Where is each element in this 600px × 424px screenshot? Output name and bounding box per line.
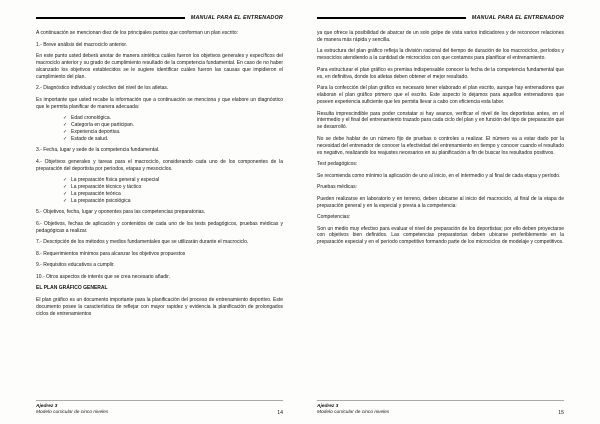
list-item-text: Estado de salud. [71, 135, 109, 142]
page-header-title: MANUAL PARA EL ENTRENADOR [190, 15, 283, 21]
paragraph: El plan gráfico es un documento importante para la planificación del proceso de entrenamiento deportivo. Este documento posee la característica de reflejar con mayor rapidez y evidencia la planificación de prolongados ciclos de entrenamientos [36, 296, 283, 317]
page-number: 15 [558, 410, 564, 416]
paragraph: Son un medio muy efectivo para evaluar el nivel de preparación de los deportistas; por ello deben proyectarse con objetivos bien definidos. Las competencias preparatorias deben ubicarse preferiblemente en la preparación especial y en el período competitivo formando parte de los microciclos de modelaje y competitivos. [317, 225, 564, 246]
list-item [63, 122, 283, 129]
checkmark-icon: ✓ [63, 177, 68, 184]
checkmark-icon: ✓ [63, 184, 68, 191]
footer-book-title: Ajedrez 3 [36, 403, 58, 409]
paragraph: Para estructurar el plan gráfico es premisa indispensable conocer la fecha de la competencia fundamental que es, en definitiva, donde los atletas deben obtener el mejor resultado. [317, 66, 564, 80]
page-header [317, 15, 564, 21]
footer-subtitle: Modelo curricular de cinco niveles [36, 409, 109, 415]
check-list [63, 177, 283, 205]
checkmark-icon: ✓ [63, 197, 68, 204]
page-header-title: MANUAL PARA EL ENTRENADOR [471, 15, 564, 21]
list-item-text: La preparación técnico y táctico [71, 184, 142, 191]
page-number: 14 [277, 410, 283, 416]
page-content [317, 30, 564, 397]
list-item-text: Edad cronológica. [71, 115, 112, 122]
checkmark-icon: ✓ [63, 128, 68, 135]
paragraph: 5.- Objetivos, fecha, lugar y oponentes para las competencias preparatorias. [36, 209, 206, 216]
list-item [63, 198, 283, 205]
checkmark-icon: ✓ [63, 122, 68, 129]
list-item [63, 177, 283, 184]
paragraph: Pueden realizarse en laboratorio y en terreno, deben ubicarse al inicio del macrociclo, al final de la etapa de preparación general y en la especial y previa a la competencia: [317, 195, 564, 209]
header-rule [36, 17, 185, 19]
paragraph: A continuación se mencionan diez de los principales puntos que conforman un plan escrito: [36, 30, 239, 36]
footer-subtitle: Modelo curricular de cinco niveles [317, 409, 390, 415]
page-footer [317, 400, 564, 416]
paragraph: ya que ofrece la posibilidad de abarcar de un solo golpe de vista varios indicadores y de reconocer relaciones de manera más rápida y sencilla. [317, 30, 564, 43]
checkmark-icon: ✓ [63, 115, 68, 122]
paragraph: Pruebas médicas: [317, 184, 358, 191]
paragraph: Es importante que usted recabe la información que a continuación se menciona y que elabore un diagnóstico que le permita planificar de manera adecuada: [36, 96, 283, 110]
page-footer [36, 400, 283, 416]
paragraph: Se recomienda como mínimo la aplicación de uno al inicio, en el intermedio y al final de cada etapa y período. [317, 172, 561, 179]
paragraph: 7.- Descripción de los métodos y medios fundamentales que se utilizarán durante el macrociclo. [36, 239, 249, 246]
page-content [36, 30, 283, 397]
header-rule [317, 17, 466, 19]
list-item [63, 136, 283, 143]
list-item-text: La preparación teórica [71, 191, 121, 198]
paragraph: La estructura del plan gráfico refleja la división racional del tiempo de duración de los macrociclos, períodos y mesociclos atendiendo a la cantidad de microciclos con que contamos para planificar el entrenamiento. [317, 48, 564, 62]
paragraph: Competencias: [317, 214, 351, 221]
paragraph: No se debe hablar de un número fijo de pruebas o controles a realizar. El número va a estar dado por la necesidad del entrenador de conocer la efectividad del entrenamiento en tiempo y conocer cuando el resultado es negativo, realizando los reajustes necesarios en su planificación a fin de buscar los resultados positivos. [317, 135, 564, 156]
checkmark-icon: ✓ [63, 135, 68, 142]
list-item-text: La preparación física general y especial [71, 177, 160, 184]
footer-text [36, 404, 108, 416]
paragraph: 6.- Objetivos, fechas de aplicación y contenidos de cada uno de los tests pedagógicos, pruebas médicas y pedagógicas a realizar. [36, 220, 283, 234]
list-item [63, 184, 283, 191]
paragraph: 3.- Fecha, lugar y sede de la competencia fundamental. [36, 147, 160, 154]
paragraph: 10.- Otros aspectos de interés que se crea necesario añadir. [36, 273, 170, 280]
list-item-text: Categoría en que participan. [71, 122, 135, 129]
paragraph: Test pedagógicos: [317, 161, 358, 168]
list-item [63, 191, 283, 198]
footer-book-title: Ajedrez 3 [317, 403, 339, 409]
paragraph: 1.- Breve análisis del macrociclo anterior. [36, 41, 128, 48]
page-right [300, 0, 600, 424]
paragraph: 2.- Diagnóstico individual y colectivo del nivel de los atletas. [36, 85, 169, 92]
list-item [63, 115, 283, 122]
paragraph: 9.- Requisitos educativos a cumplir. [36, 262, 115, 269]
paragraph: En este punto usted deberá anotar de manera sintética cuáles fueron los objetivos generales y específicos del macrociclo anterior y su grado de cumplimiento resultado de la competencia fundamental. En caso de no haber alcanzado los objetivos establecidos se le sugiere identificar cuáles fueron las causas que impidieron el cumplimiento del plan. [36, 53, 283, 80]
page-header [36, 15, 283, 21]
paragraph: Para la confección del plan gráfico es necesario tener elaborado el plan escrito, aunque hay entrenadores que elaboran el plan gráfico primero que el escrito. Este aspecto lo dejamos para aquellos entrenadores que poseen experiencia suficiente que les permita llevar a cabo con eficiencia esta labor. [317, 85, 564, 106]
paragraph: 4.- Objetivos generales y tareas para el macrociclo, considerando cada uno de los componentes de la preparación del deportista por períodos, etapas y mesociclos. [36, 158, 283, 172]
list-item-text: La preparación psicológica [71, 197, 131, 204]
checkmark-icon: ✓ [63, 191, 68, 198]
paragraph: Resulta imprescindible para poder constatar si hay avance, verificar el nivel de los deportistas antes, en el intermedio y el final del entrenamiento trazado para cada ciclo del plan y en función del tipo de preparación que se desarrolló. [317, 110, 564, 131]
paragraph: 8.- Requerimientos mínimos para alcanzar los objetivos propuestos [36, 250, 186, 257]
list-item-text: Experiencia deportiva. [71, 128, 121, 135]
list-item [63, 129, 283, 136]
check-list [63, 115, 283, 143]
footer-text [317, 404, 389, 416]
section-heading: EL PLAN GRÁFICO GENERAL [36, 285, 108, 292]
